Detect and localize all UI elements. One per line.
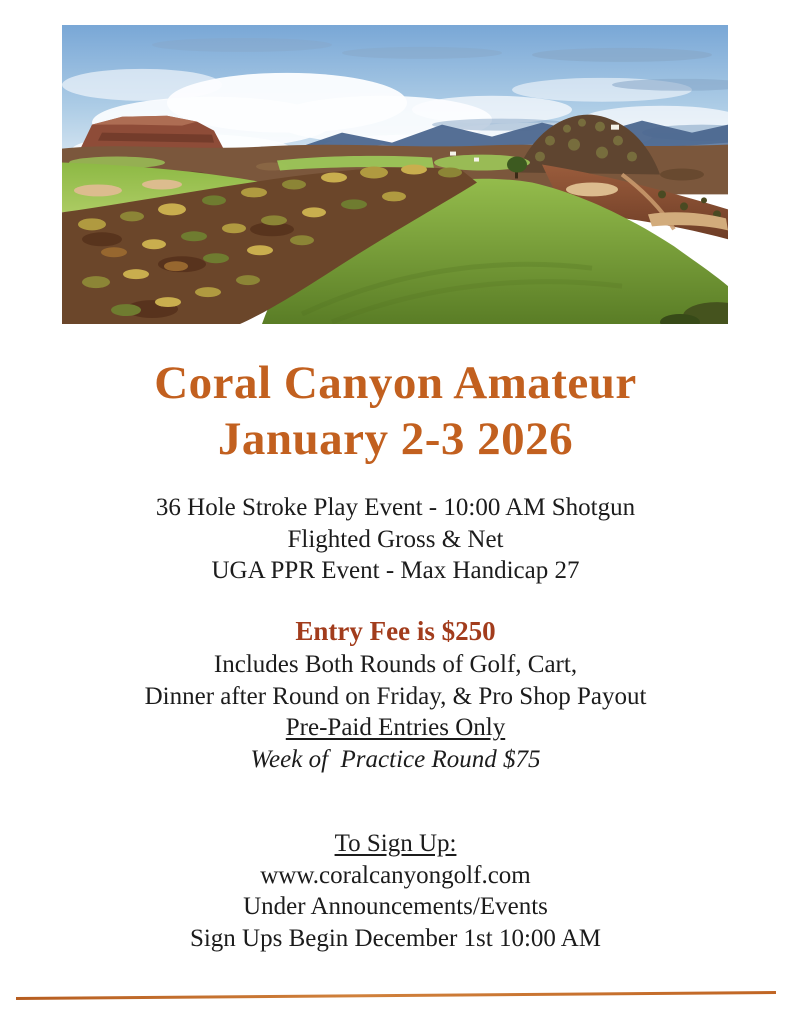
event-title — [0, 355, 791, 467]
detail-format: 36 Hole Stroke Play Event - 10:00 AM Shotgun — [155, 494, 636, 521]
entry-includes-line1: Includes Both Rounds of Golf, Cart, — [213, 651, 578, 678]
entry-fee-heading: Entry Fee is $250 — [295, 616, 496, 646]
event-title-name: Coral Canyon Amateur — [154, 357, 637, 409]
signup-menu-path: Under Announcements/Events — [243, 893, 548, 920]
signup-website: www.coralcanyongolf.com — [260, 861, 531, 889]
detail-flights: Flighted Gross & Net — [287, 525, 504, 553]
entry-includes-line2: Dinner after Round on Friday, & Pro Shop Payout — [144, 682, 647, 710]
detail-uga-handicap: UGA PPR Event - Max Handicap 27 — [211, 557, 580, 584]
signup-begins: Sign Ups Begin December 1st 10:00 AM — [189, 924, 602, 952]
entry-practice-round: Week of Practice Round $75 — [250, 745, 541, 773]
golf-course-photo — [62, 25, 728, 324]
entry-prepaid-note: Pre-Paid Entries Only — [285, 714, 506, 741]
footer-divider — [16, 991, 776, 1000]
entry-fee-section — [0, 613, 791, 775]
event-details — [0, 492, 791, 587]
signup-section — [0, 828, 791, 954]
event-title-date: January 2-3 2026 — [217, 413, 574, 465]
signup-heading: To Sign Up: — [334, 830, 457, 857]
